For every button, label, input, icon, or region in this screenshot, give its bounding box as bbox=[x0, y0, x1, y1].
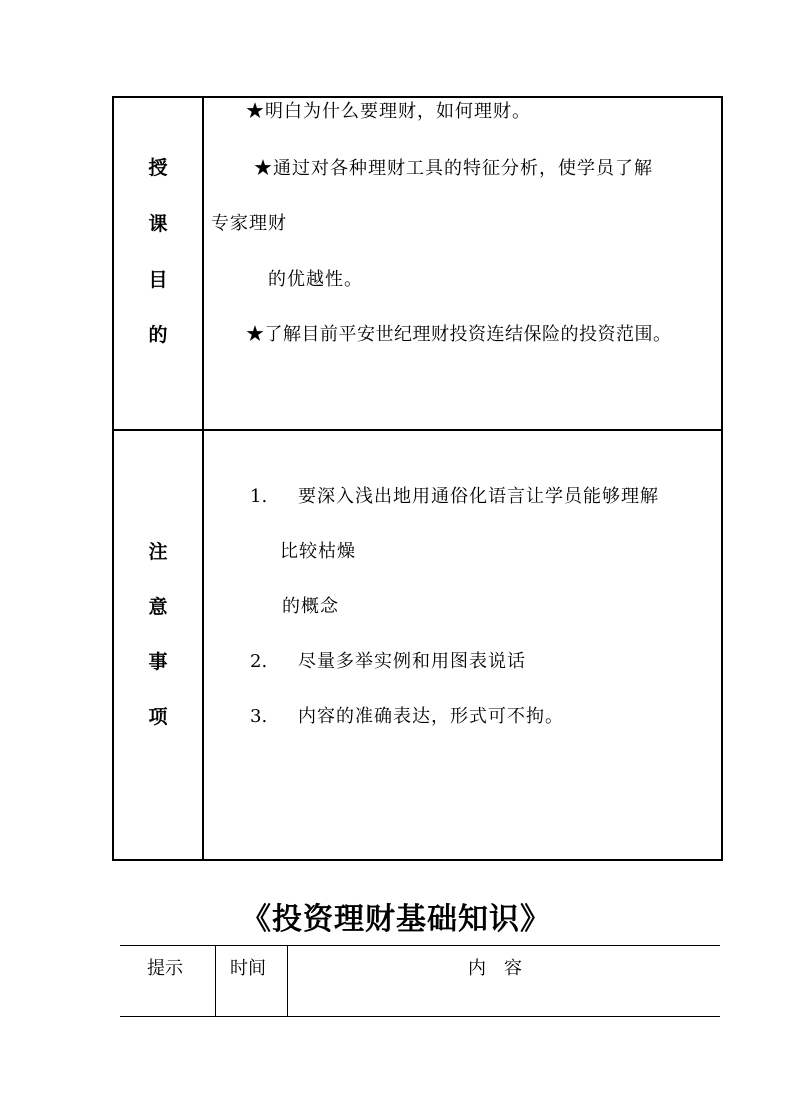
objective-line: 的优越性。 bbox=[268, 269, 363, 290]
objective-line: ★了解目前平安世纪理财投资连结保险的投资范围。 bbox=[246, 324, 672, 345]
objective-line: ★通过对各种理财工具的特征分析，使学员了解 bbox=[254, 158, 653, 179]
outline-table-top-border bbox=[120, 945, 720, 946]
table-column-divider bbox=[202, 96, 204, 861]
note-continuation: 的概念 bbox=[282, 596, 339, 617]
outline-header-hint: 提示 bbox=[147, 958, 183, 979]
objective-line: 专家理财 bbox=[211, 213, 287, 234]
notes-label-char: 注 bbox=[148, 541, 168, 563]
note-number: 1. bbox=[250, 486, 268, 507]
outline-table-divider bbox=[215, 945, 216, 1017]
objectives-label-char: 目 bbox=[148, 269, 168, 291]
note-item bbox=[250, 485, 659, 509]
note-item bbox=[250, 705, 564, 729]
objectives-label-char: 的 bbox=[148, 324, 168, 346]
note-text: 要深入浅出地用通俗化语言让学员能够理解 bbox=[298, 486, 659, 507]
table-row-divider bbox=[112, 429, 723, 431]
note-number: 3. bbox=[250, 706, 268, 727]
document-title: 《投资理财基础知识》 bbox=[241, 902, 551, 937]
outline-header-time: 时间 bbox=[230, 958, 266, 979]
note-continuation: 比较枯燥 bbox=[280, 541, 356, 562]
outline-table-bottom-border bbox=[120, 1016, 720, 1017]
note-item bbox=[250, 650, 526, 674]
notes-label-char: 项 bbox=[148, 706, 168, 728]
objectives-label-char: 课 bbox=[148, 213, 168, 235]
note-text: 尽量多举实例和用图表说话 bbox=[298, 651, 526, 672]
objectives-label-char: 授 bbox=[148, 157, 168, 179]
notes-label-char: 事 bbox=[148, 651, 168, 673]
outline-header-content: 内 容 bbox=[468, 958, 522, 979]
notes-label-char: 意 bbox=[148, 596, 168, 618]
objective-line: ★明白为什么要理财，如何理财。 bbox=[246, 101, 531, 122]
outline-table-divider bbox=[287, 945, 288, 1017]
note-number: 2. bbox=[250, 651, 268, 672]
note-text: 内容的准确表达，形式可不拘。 bbox=[298, 706, 564, 727]
